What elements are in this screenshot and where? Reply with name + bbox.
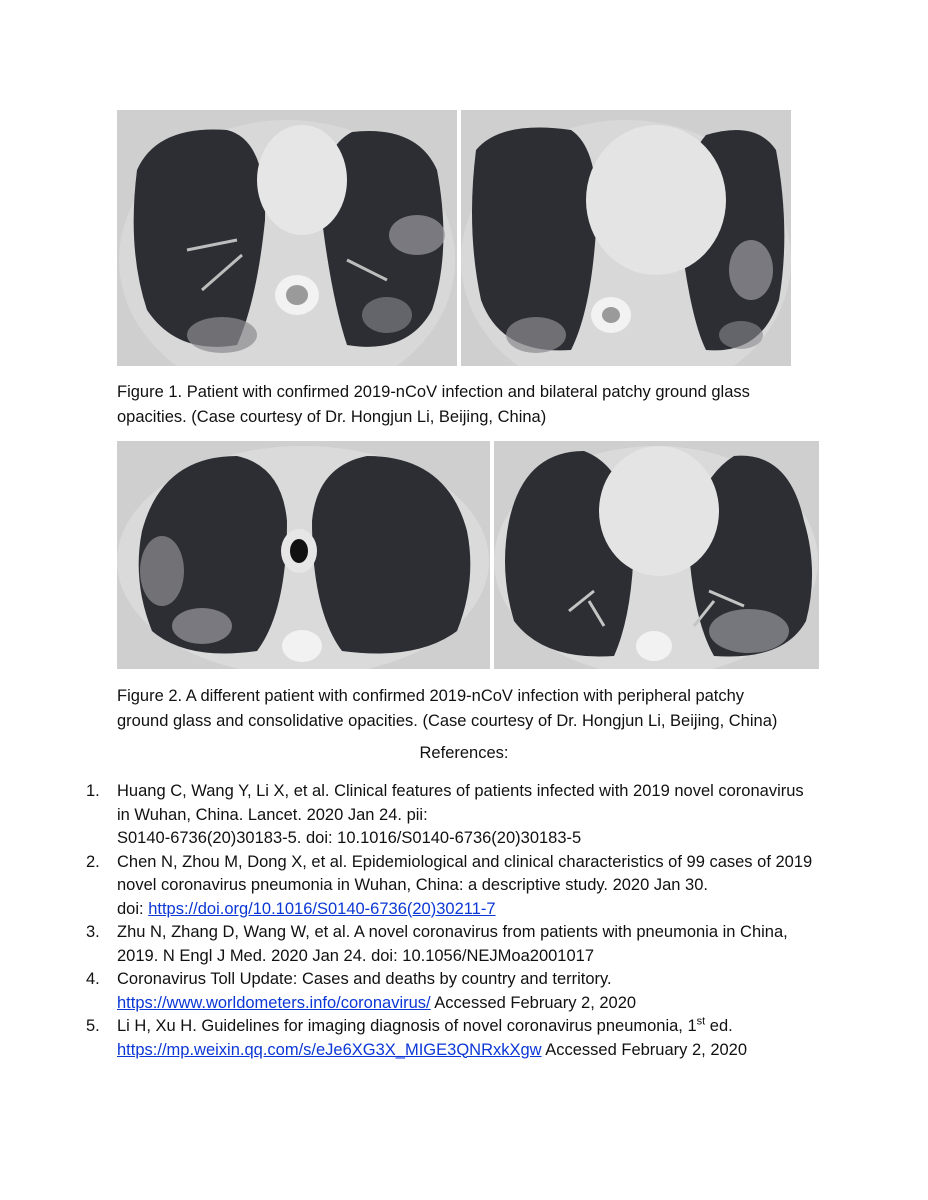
figure1-caption-line2: opacities. (Case courtesy of Dr. Hongjun Li, Beijing, China): [117, 408, 547, 426]
figure1-caption-line1: Figure 1. Patient with confirmed 2019-nCoV infection and bilateral patchy ground glass: [117, 383, 750, 401]
references-list: [86, 780, 826, 1062]
reference-title-line: [117, 1015, 826, 1039]
reference-number: 4.: [86, 970, 100, 988]
reference-superscript: st: [696, 1015, 706, 1028]
reference-text: Li H, Xu H. Guidelines for imaging diagnosis of novel coronavirus pneumonia, 1: [117, 1017, 697, 1035]
doi-link[interactable]: https://doi.org/10.1016/S0140-6736(20)30211-7: [148, 899, 496, 918]
reference-link-line: [117, 992, 826, 1016]
figure2-images: [117, 441, 819, 669]
reference-text: Huang C, Wang Y, Li X, et al. Clinical features of patients infected with 2019 novel coronavirus: [117, 782, 804, 800]
reference-text: novel coronavirus pneumonia in Wuhan, China: a descriptive study. 2020 Jan 30.: [117, 876, 708, 894]
ct-scan-figure2-left: [117, 441, 490, 669]
figure2-caption: [117, 684, 817, 734]
references-heading: References:: [419, 744, 509, 762]
reference-item-2: [86, 851, 826, 922]
ct-scan-figure2-right: [494, 441, 819, 669]
reference-text: S0140-6736(20)30183-5. doi: 10.1016/S0140-6736(20)30183-5: [117, 829, 582, 847]
reference-text: Coronavirus Toll Update: Cases and deaths by country and territory.: [117, 970, 612, 988]
reference-number: 5.: [86, 1017, 100, 1035]
reference-text: Chen N, Zhou M, Dong X, et al. Epidemiological and clinical characteristics of 99 cases of 2019: [117, 852, 813, 871]
figure2-caption-line1: Figure 2. A different patient with confirmed 2019-nCoV infection with peripheral patchy: [117, 687, 745, 705]
ct-scan-figure1-right: [461, 110, 791, 366]
reference-text: ed.: [705, 1017, 733, 1035]
reference-item-1: [86, 780, 826, 851]
reference-text: Accessed February 2, 2020: [430, 993, 637, 1012]
reference-text: 2019. N Engl J Med. 2020 Jan 24. doi: 10.1056/NEJMoa2001017: [117, 946, 595, 965]
ct-scan-figure1-left: [117, 110, 457, 366]
figure2-caption-line2: ground glass and consolidative opacities. (Case courtesy of Dr. Hongjun Li, Beijing, China): [117, 712, 778, 730]
reference-number: 1.: [86, 782, 100, 800]
reference-number: 3.: [86, 923, 100, 941]
reference-text: doi:: [117, 899, 149, 918]
reference-item-5: [86, 1015, 826, 1062]
reference-text: Accessed February 2, 2020: [541, 1040, 748, 1059]
weixin-link[interactable]: https://mp.weixin.qq.com/s/eJe6XG3X_MIGE3QNRxkXgw: [117, 1040, 542, 1059]
figure1-caption: [117, 380, 817, 430]
reference-text: in Wuhan, China. Lancet. 2020 Jan 24. pii:: [117, 805, 428, 824]
reference-text: Zhu N, Zhang D, Wang W, et al. A novel coronavirus from patients with pneumonia in China,: [117, 923, 788, 941]
reference-doi-line: [117, 898, 826, 922]
figure1-images: [117, 110, 791, 366]
reference-item-4: [86, 968, 826, 1015]
reference-link-line: [117, 1039, 826, 1063]
worldometers-link[interactable]: https://www.worldometers.info/coronavirus/: [117, 993, 431, 1012]
reference-item-3: [86, 921, 826, 968]
reference-number: 2.: [86, 852, 100, 871]
